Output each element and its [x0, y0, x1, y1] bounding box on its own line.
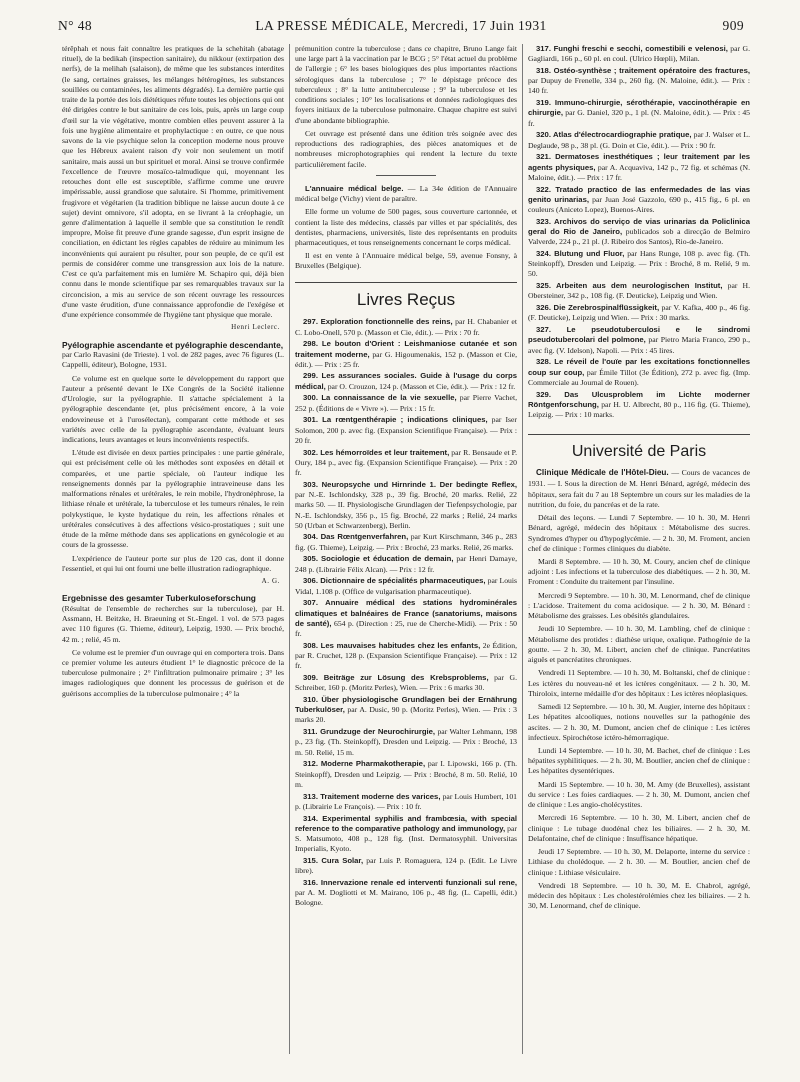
lecture-day: Mercredi 16 Septembre. — 10 h. 30, M. Libert, ancien chef de clinique : Le tubage duodénal chez les biliaires. — 2 h. 30, M. Delafontaine, chef de clinique : Insuffisance hépatique.	[528, 813, 750, 843]
issue-number: N° 48	[58, 18, 93, 33]
book-entry-details: par G. Gagliardi, 166 p., 60 pl. en coul. (Ulrico Hœpli), Milan.	[528, 44, 750, 64]
book-entry-details: par Kurt Kirschmann, 346 p., 283 fig. (G. Thieme), Leipzig. — Prix : Broché, 23 marks. Relié, 26 marks.	[295, 532, 517, 552]
book-entry-title: 326. Die Zerebrospinalflüssigkeit,	[536, 303, 660, 313]
lecture-day: Samedi 12 Septembre. — 10 h. 30, M. Augier, interne des hôpitaux : Les hépatites alcooliques, notions nouvelles sur la pathogénie des ascites. — 2 h. 30, M. Dumont, ancien chef de clinique : Les ictères infectieux. Spirochétose ictéro-hémorragique.	[528, 702, 750, 742]
book-entry-details: par Hans Runge, 108 p. avec fig. (Th. Steinkopff), Dresden und Leipzig. — Prix : Broché, 8 m. Relié, 9 m. 50.	[528, 248, 750, 279]
book-entry-details: par Luis P. Romaguera, 124 p. (Edit. Le Livre libre).	[295, 856, 517, 876]
book-entry	[528, 390, 750, 421]
page-header	[58, 16, 744, 38]
book-entry-details: par G. Schreiber, 160 p. (Moritz Perles), Wien. — Prix : 6 marks 30.	[295, 673, 517, 693]
review-paragraph: Ce volume est le premier d'un ouvrage qui en comportera trois. Dans ce premier volume les auteurs étudient 1° le diagnostic précoce de la tuberculose pulmonaire ; 2° l'infiltration pulmonaire primaire ; 3° les images radiologiques que donnent les processus de guérison et de guérisons accomplies de la tuberculose pulmonaire ; 4° la	[62, 647, 284, 698]
column-right	[528, 44, 750, 1074]
book-entry	[295, 415, 517, 446]
book-entry	[528, 217, 750, 248]
lecture-day: Mardi 8 Septembre. — 10 h. 30, M. Coury, ancien chef de clinique adjoint : Les infections et la tuberculose des diabétiques. — 2 h. 30, M. Froment : Conduite du traitement par l'insuline.	[528, 557, 750, 587]
book-entry-details: 2e Édition, par R. Cruchet, 128 p. (Expansion Scientifique Française). — Prix : 12 fr.	[295, 640, 517, 671]
book-entry-title: 324. Blutung und Fluor,	[536, 248, 625, 258]
book-entry	[295, 317, 517, 337]
book-entry	[295, 576, 517, 596]
book-entry-details: par A. M. Dogliotti et M. Mairano, 106 p., 48 fig. (L. Capelli, édit.) Bologne.	[295, 888, 517, 908]
book-entry	[295, 393, 517, 413]
book-entry	[295, 673, 517, 693]
book-entry	[295, 448, 517, 479]
book-entry-details: par Louis Humbert, 101 p. (Librairie Le François). — Prix : 10 fr.	[295, 791, 517, 811]
lecture-day: Jeudi 10 Septembre. — 10 h. 30, M. Lambling, chef de clinique : Métabolisme des protides : diathèse urique, oxalique. Pathogénie de la goutte. — 2 h. 30, M. Libert, ancien chef de clinique. Pancréatites aiguës et pancréatites chroniques.	[528, 624, 750, 665]
book-entry-details: par H. U. Albrecht, 80 p., 116 fig. (G. Thieme), Leipzig. — Prix : 10 marks.	[528, 399, 750, 419]
clinique-notice	[528, 468, 750, 510]
book-entry	[528, 325, 750, 356]
column-divider	[289, 44, 290, 1054]
section-heading: Livres Reçus	[295, 282, 517, 312]
column-left	[62, 44, 284, 1074]
lecture-day: Vendredi 11 Septembre. — 10 h. 30, M. Boltanski, chef de clinique : Les ictères du nouveau-né et les ictères congénitaux. — 2 h. 30, M. Thiroloix, interne médaille d'or des hôpitaux : Les ictères néoplasiques.	[528, 668, 750, 698]
article-text: térêphah et nous fait connaître les pratiques de la schehitah (abatage rituel), de la bedikah (inspection sanitaire), du nikkour (extirpation des nerfs), de la melihah (salaison), de même que les substances interdites (le sang, certaines graisses, les mélanges hétérogènes, les substances souillées ou contaminées, les aliments dégradés). La dernière partie qui traite de la portée des lois diététiques réfute toutes les objections qui ont été dirigées contre le but sanitaire de ces lois, puis, après un large coup d'œil sur la vie végétative, montre combien elles peuvent assurer à la fois une hygiène alimentaire et prophylactique : en outre, ce que nous savons de la vie psychique selon la conception moderne nous prouve que les Hébreux avaient raison d'y voir non seulement un motif sanitaire, mais aussi un but spirituel et moral. Ainsi se trouve confirmée l'excellence de l'œuvre mosaïco-talmudique qui, moyennant les retouches dont elle est susceptible, s'affirme comme une œuvre impérissable, aussi grandiose que salutaire. Si l'homme, primitivement frugivore et végétarien (la tradition biblique ne laisse aucun doute à ce sujet) devint omnivore, s'il adopta, en se livrant à la créophagie, un genre d'alimentation à laquelle il semble que sa constitution le rendît impropre, Moïse fit preuve d'une grande sagesse, d'un esprit insigne de conciliation, en édictant les règles capables de réduire au minimum les inconvénients qui auraient pu résulter, pour son peuple, de ce qu'il est permis de considérer comme une transgression aux lois de la nature. C'est ce qu'a parfaitement mis en lumière M. Schapiro qui, déjà bien connu dans le monde scientifique par ses remarquables travaux sur la circoncision, a mis au service de son récent ouvrage les ressources d'une vaste érudition, d'une connaissance approfondie de l'exégèse et d'une expérience consommée de l'hygiène tant physique que morale.	[62, 44, 284, 320]
book-entry-details: par Iser Solomon, 200 p. avec fig. (Expansion Scientifique Française). — Prix : 20 fr.	[295, 415, 517, 445]
review-info: par Carlo Ravasini (de Trieste). 1 vol. de 282 pages, avec 76 figures (L. Cappelli, éditeur), Bologne, 1931.	[62, 350, 284, 370]
book-entry-title: 321. Dermatoses inesthétiques ; leur traitement par les agents physiques,	[528, 152, 750, 172]
author-signature: Henri Leclerc.	[231, 323, 280, 332]
book-entry-details: par H. Chabanier et C. Lobo-Onell, 570 p. (Masson et Cie, édit.). — Prix : 70 fr.	[295, 317, 517, 337]
book-entry-title: 309. Beiträge zur Lösung des Krebsproblems,	[303, 673, 489, 683]
book-entry-title: 316. Innervazione renale ed interventi funzionali sul rene,	[303, 877, 517, 887]
book-entry-title: 297. Exploration fonctionnelle des reins,	[303, 317, 453, 327]
book-entry	[295, 814, 517, 855]
page-number: 909	[722, 18, 744, 33]
review-paragraph: Cet ouvrage est présenté dans une édition très soignée avec des reproductions des radiographies, des pièces anatomiques et de nombreuses microphotographies qui rendent la lecture du texte particulièrement facile.	[295, 128, 517, 169]
book-entry-title: 318. Ostéo-synthèse ; traitement opératoire des fractures,	[536, 65, 750, 75]
book-entry-title: 301. La rœntgenthérapie ; indications cliniques,	[303, 415, 488, 425]
book-entry-title: 322. Tratado practico de las enfermedades de las vias genito urinarias,	[528, 184, 750, 204]
book-entry-title: 325. Arbeiten aus dem neurologischen Institut,	[536, 281, 723, 291]
lecture-day: Vendredi 18 Septembre. — 10 h. 30, M. E. Chabrol, agrégé, médecin des hôpitaux : Les cholestérolémies chez les biliaires. — 2 h. 30, M. Lenormand, chef de clinique.	[528, 880, 750, 911]
annuaire-paragraph: Elle forme un volume de 500 pages, sous couverture cartonnée, et contient la liste des médecins, classés par villes et par spécialités, des dentistes, pharmaciens, universités, liste des représentants en produits pharmaceutiques, et tous renseignements concernant le corps médical.	[295, 207, 517, 247]
annuaire-paragraph: Il est en vente à l'Annuaire médical belge, 59, avenue Fonsny, à Bruxelles (Belgique).	[295, 251, 517, 271]
lecture-day: Détail des leçons. — Lundi 7 Septembre. — 10 h. 30, M. Henri Bénard, agrégé, médecin des hôpitaux : Métabolisme des sucres. Syndromes d'hyper ou d'hypoglycémie. — 2 h. 30, M. Froment, ancien chef de clinique : l'ormes cliniques du diabète.	[528, 513, 750, 553]
book-entry-title: 327. Le pseudotuberculosi e le sindromi pseudotubercolari del polmone,	[528, 325, 750, 345]
book-entry-details: par A. Acquaviva, 142 p., 72 fig. et schémas (N. Maloine, édit.). — Prix : 17 fr.	[528, 162, 750, 182]
book-entry-title: 319. Immuno-chirurgie, sérothérapie, vaccinothérapie en chirurgie,	[528, 98, 750, 118]
book-entry-details: publicados sob a direcção de Belmiro Valverde, 224 p., 21 pl. (J. Ribeiro dos Santos), Rio-de-Janeiro.	[528, 226, 750, 247]
annuaire-info: — La 34e édition de l'Annuaire médical belge (Vichy) vient de paraître.	[295, 183, 517, 204]
column-divider	[522, 44, 523, 1054]
book-entry-details: par A. Dusic, 90 p. (Moritz Perles), Wien. — Prix : 3 marks 20.	[295, 705, 517, 725]
book-entry-details: par Henri Damaye, 248 p. (Librairie Félix Alcan). — Prix : 12 fr.	[295, 554, 517, 574]
review-info: (Résultat de l'ensemble de recherches sur la tuberculose), par H. Assmann, H. Beitzke, H. Braeuning et St.-Engel. 1 vol. de 573 pages avec 110 figures (G. Thieme, éditeur), Leipzig, 1930. — Prix broché, 42 m. ; relié, 45 m.	[62, 603, 284, 644]
book-entry-details: par Pierre Vachet, 252 p. (Éditions de « Vivre »). — Prix : 15 fr.	[295, 393, 517, 413]
review-title: Ergebnisse des gesamter Tuberkuloseforschung	[62, 593, 256, 604]
book-entry-details: par G. Higoumenakis, 152 p. (Masson et Cie, édit.). — Prix : 25 fr.	[295, 349, 517, 369]
book-entry-details: par S. Matsumoto, 408 p., 128 fig. (Inst. Dermatosyphil. Universitas Imperialis, Kyoto.	[295, 823, 517, 854]
book-entry	[528, 98, 750, 129]
book-entry	[295, 598, 517, 639]
book-entry-title: 310. Über physiologische Grundlagen bei der Ernährung Tuberkulöser,	[295, 695, 517, 715]
book-entry	[528, 249, 750, 280]
book-entry-title: 300. La connaissance de la vie sexuelle,	[303, 393, 457, 403]
book-entry-details: par Juan José Gazzolo, 690 p., 415 fig., 6 pl. en couleurs (Aniceto Lopez), Buenos-Aires.	[528, 194, 750, 215]
lecture-day: Jeudi 17 Septembre. — 10 h. 30, M. Delaporte, interne du service : Lithiase du cholédoque. — 2 h. 30. — M. Boutlier, ancien chef de clinique : Lithiase vésiculaire.	[528, 847, 750, 877]
book-entry	[528, 281, 750, 301]
lecture-schedule	[528, 513, 750, 911]
book-entry	[295, 792, 517, 812]
journal-title: LA PRESSE MÉDICALE, Mercredi, 17 Juin 1931	[255, 18, 547, 33]
review-paragraph: Ce volume est en quelque sorte le développement du rapport que l'auteur a présenté devant le IXe Congrès de la Société italienne d'Urologie, sur la pyélographie. Il s'attache spécialement à la pyélographie descendante (et, plus précisément encore, à la voie endoveineuse et à l'urosélectan), comparant cette méthode et ses variétés avec celle de la pyélographie ascendante, évaluant leurs indications, leurs avantages et leurs inconvénients respectifs.	[62, 373, 284, 444]
book-entry-details: par V. Kafka, 400 p., 46 fig. (F. Deuticke), Leipzig und Wien. — Prix : 30 marks.	[528, 303, 750, 323]
annuaire-title: L'annuaire médical belge.	[305, 183, 404, 193]
book-entry-details: 654 p. (Direction : 25, rue de Cherche-Midi). — Prix : 50 fr.	[295, 618, 517, 639]
book-entry	[295, 727, 517, 758]
book-entry	[528, 66, 750, 97]
annuaire-notice	[295, 184, 517, 204]
book-entry-title: 314. Experimental syphilis and frambœsia, with special reference to the comparative pathology and immunology,	[295, 813, 517, 833]
book-entry	[295, 759, 517, 790]
book-entry-title: 317. Funghi freschi e secchi, comestibili e velenosi,	[536, 44, 728, 53]
clinique-intro: — Cours de vacances de 1931. — I. Sous la direction de M. Henri Bénard, agrégé, médecin des hôpitaux, sera fait du 7 au 18 Septembre un cours sur les maladies de la nutrition, du foie, du pancréas et de la rate.	[528, 468, 750, 509]
book-entry-details: par G. Daniel, 320 p., 1 pl. (N. Maloine, édit.). — Prix : 45 fr.	[528, 108, 750, 128]
book-entry	[528, 303, 750, 323]
book-entry	[295, 878, 517, 909]
book-entry	[295, 554, 517, 574]
book-entry-details: par Pietro Maria Franco, 290 p., avec fig. (V. Idelson), Napoli. — Prix : 45 lires.	[528, 335, 750, 355]
book-entry-title: 329. Das Ulcusproblem im Lichte moderner Röntgenforschung,	[528, 389, 750, 409]
book-entry-title: 328. Le réveil de l'ouïe par les excitations fonctionnelles coup sur coup,	[528, 357, 750, 377]
book-entry-details: par Louis Vidal, 1.108 p. (Office de vulgarisation pharmaceutique).	[295, 576, 517, 596]
book-entry	[528, 44, 750, 64]
book-entry	[295, 856, 517, 876]
book-entry-title: 302. Les hémorroïdes et leur traitement,	[303, 447, 450, 457]
review-title: Pyélographie ascendante et pyélographie descendante,	[62, 339, 284, 350]
lecture-day: Lundi 14 Septembre. — 10 h. 30, M. Bachet, chef de clinique : Les hépatites syphilitiques. — 2 h. 30, M. Boutlier, ancien chef de clinique : Les hépatites dysentériques.	[528, 746, 750, 776]
book-entry	[295, 371, 517, 391]
book-entry-title: 308. Les mauvaises habitudes chez les enfants,	[303, 640, 481, 650]
book-entry-details: par J. Walser et L. Deglaude, 98 p., 38 pl. (G. Doin et Cie, édit.). — Prix : 90 fr.	[528, 130, 750, 150]
book-entry	[295, 339, 517, 370]
book-entry-title: 312. Moderne Pharmakotherapie,	[303, 759, 426, 769]
book-entry	[528, 357, 750, 388]
lecture-day: Mercredi 9 Septembre. — 10 h. 30, M. Lenormand, chef de clinique : L'acidose. Traitement du coma acidosique. — 2 h. 30, M. Bénard : Métabolisme des graisses. Les obésités glandulaires.	[528, 590, 750, 621]
book-entry-title: 306. Dictionnaire de spécialités pharmaceutiques,	[303, 576, 486, 586]
author-signature: A. G.	[261, 577, 280, 586]
separator	[376, 175, 436, 176]
column-middle	[295, 44, 517, 1074]
lecture-day: Mardi 15 Septembre. — 10 h. 30, M. Amy (de Bruxelles), assistant du service : Les foies cardiaques. — 2 h. 30, M. Dumont, ancien chef de clinique : Les angio-cholécystites.	[528, 779, 750, 810]
book-entry-title: 307. Annuaire médical des stations hydrominérales climatiques et balnéaires de France (sanatoriums, maisons de santé),	[295, 598, 517, 628]
book-entry-title: 320. Atlas d'électrocardiographie pratique,	[536, 130, 692, 140]
book-entry-title: 299. Les assurances sociales. Guide à l'usage du corps médical,	[295, 371, 517, 391]
book-entry-details: par H. Obersteiner, 342 p., 108 fig. (F. Deuticke), Leipzig und Wien.	[528, 281, 750, 301]
book-entry-title: 304. Das Rœntgenverfahren,	[303, 532, 409, 542]
review-paragraph: prémunition contre la tuberculose ; dans ce chapitre, Bruno Lange fait une large part à la vaccination par le BCG ; 5° l'état actuel du problème de l'allergie ; 6° les bases biologiques des plus importantes réactions sérologiques dans la tuberculose ; 7° le dépistage précoce des tuberculeux ; 8° la lutte antituberculeuse ; 9° la tuberculose et les conditions sociales ; 10° les localisations et données radiologiques des foyers initiaux de la tuberculose pulmonaire. Chaque chapitre est suivi d'une abondante bibliographie.	[295, 44, 517, 125]
clinique-title: Clinique Médicale de l'Hôtel-Dieu.	[536, 468, 669, 478]
book-entry-details: par Walter Lehmann, 198 p., 23 fig. (Th. Steinkopff), Dresden und Leipzig. — Prix : Broché, 13 m. 50. Relié, 15 m.	[295, 727, 517, 757]
book-entry	[528, 185, 750, 216]
book-entry-details: par R. Bensaude et P. Oury, 184 p., avec fig. (Expansion Scientifique Française). — Prix : 20 fr.	[295, 447, 517, 478]
books-received-list	[295, 317, 517, 908]
book-entry	[528, 130, 750, 150]
book-entry-details: par Dupuy de Frenelle, 334 p., 260 fig. (N. Maloine, édit.). — Prix : 140 fr.	[528, 76, 750, 96]
book-entry-title: 305. Sociologie et éducation de demain,	[303, 554, 454, 564]
book-entry-title: 323. Archivos do serviço de vias urinarias da Policlinica geral do Rio de Janeiro,	[528, 216, 750, 236]
book-entry	[295, 641, 517, 672]
book-entry-details: par Émile Tillot (3e Édition), 272 p. avec fig. (Imp. Commerciale au Journal de Rouen).	[528, 367, 750, 387]
book-entry-details: par N.-E. Ischlondsky, 328 p., 39 fig. Broché, 20 marks. Relié, 22 marks 50. — II. Physiologische Grundlagen der Tiefenpsychologie, par N.-E. Ischlondsky, 356 p., 15 fig. Broché, 22 marks ; Relié, 24 marks 50 (Urban et Schwarzenberg), Berlin.	[295, 490, 517, 530]
book-entry-title: 315. Cura Solar,	[303, 856, 364, 866]
book-entry-title: 298. Le bouton d'Orient : Leishmaniose cutanée et son traitement moderne,	[295, 339, 517, 359]
book-entry	[528, 152, 750, 183]
book-entry	[295, 695, 517, 726]
section-heading: Université de Paris	[528, 434, 750, 462]
book-entry-details: par O. Crouzon, 124 p. (Masson et Cie, édit.). — Prix : 12 fr.	[327, 381, 516, 391]
book-entry-title: 303. Neuropsyche und Hirnrinde 1. Der bedingte Reflex,	[303, 479, 517, 489]
review-paragraph: L'étude est divisée en deux parties principales : une partie générale, qui est précisément celle où les méthodes sont exposées en détail et comparées, et une partie spéciale, où l'auteur indique les renseignements donnés par la pyélographie intraveineuse dans les malformations rénales et urétérales, le rein mobile, l'hydronéphrose, la lithiase rénale et urétérale, la tuberculose et les tumeurs rénales, le rein polykystique, le kyste hydatique du rein, les affections rénales et urétérales consécutives à des affections vésico-prostatiques ; suit une étude de la même méthode dans ses applications en gynécologie et au cours de la grossesse.	[62, 448, 284, 550]
review-paragraph: L'expérience de l'auteur porte sur plus de 120 cas, dont il donne l'essentiel, et qui lui ont fourni une belle illustration radiographique.	[62, 553, 284, 573]
book-entry	[295, 480, 517, 531]
book-entry-title: 311. Grundzuge der Neurochirurgie,	[303, 727, 436, 737]
books-received-list	[528, 44, 750, 420]
book-entry	[295, 532, 517, 552]
book-entry-details: par I. Lipowski, 166 p. (Th. Steinkopff), Dresden und Leipzig. — Prix : Broché, 8 m. 50. Relié, 10 m.	[295, 759, 517, 789]
book-entry-title: 313. Traitement moderne des varices,	[303, 791, 441, 801]
